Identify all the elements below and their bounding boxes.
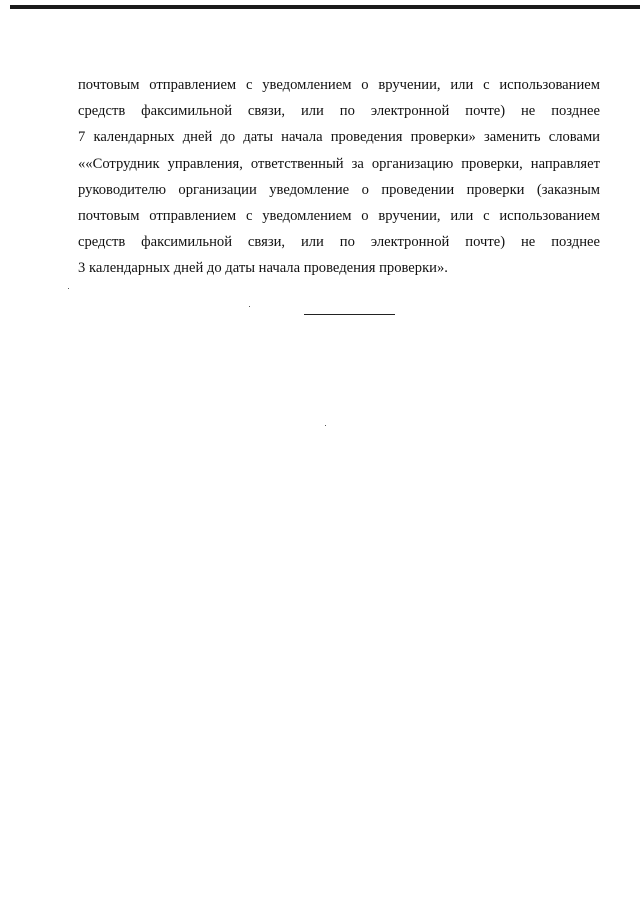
document-body	[78, 72, 600, 282]
text-line: почтовым отправлением с уведомлением о вручении, или с использованием	[78, 77, 600, 93]
end-of-text-separator	[304, 314, 395, 315]
scan-speck	[68, 288, 69, 289]
text-line: руководителю организации уведомление о проведении проверки (заказным	[78, 181, 600, 198]
scan-speck	[249, 306, 250, 307]
scan-speck	[325, 425, 326, 426]
text-line: средств факсимильной связи, или по электронной почте) не позднее	[78, 103, 600, 120]
top-border-line	[10, 5, 640, 9]
text-line: средств факсимильной связи, или по электронной почте) не позднее	[78, 234, 600, 251]
text-line: почтовым отправлением с уведомлением о вручении, или с использованием	[78, 207, 600, 224]
text-line: ««Сотрудник управления, ответственный за организацию проверки, направляет	[78, 155, 600, 172]
text-line-final: 3 календарных дней до даты начала проведения проверки».	[78, 260, 448, 277]
text-line: 7 календарных дней до даты начала проведения проверки» заменить словами	[78, 129, 600, 146]
